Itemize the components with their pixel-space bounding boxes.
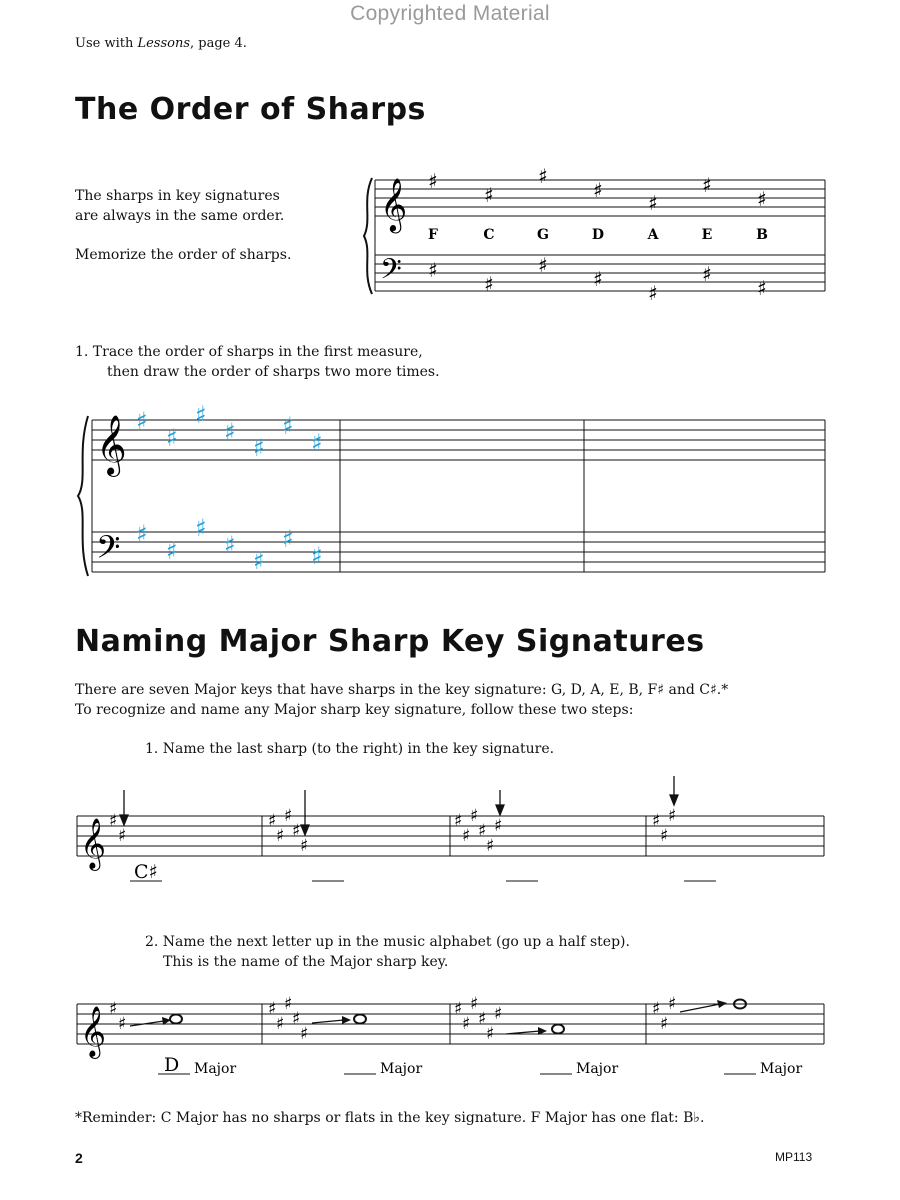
sharp-icon: ♯ bbox=[470, 806, 479, 826]
sharp-icon: ♯ bbox=[593, 178, 603, 202]
treble-clef-icon: 𝄞 bbox=[80, 818, 107, 869]
sharp-letter: E bbox=[701, 227, 713, 243]
sharp-icon: ♯ bbox=[118, 826, 127, 846]
memorize-text: Memorize the order of sharps. bbox=[75, 247, 292, 263]
sharp-letter: F bbox=[428, 227, 438, 243]
whole-note bbox=[170, 1015, 182, 1024]
sharp-icon: ♯ bbox=[268, 999, 277, 1019]
trace-sharp-icon[interactable]: ♯ bbox=[195, 514, 207, 542]
traceable-sharps[interactable] bbox=[136, 401, 323, 575]
key-answer-field-1[interactable]: D bbox=[164, 1054, 180, 1076]
down-arrow-icon bbox=[670, 776, 678, 805]
product-code: MP113 bbox=[775, 1150, 813, 1164]
sharp-icon: ♯ bbox=[668, 994, 677, 1014]
answer-field-1[interactable]: C♯ bbox=[134, 861, 158, 883]
section2-intro bbox=[75, 680, 728, 720]
footnote: *Reminder: C Major has no sharps or flats in the key signature. F Major has one flat: B♭. bbox=[75, 1110, 705, 1126]
sharp-icon: ♯ bbox=[428, 258, 438, 282]
lesson-reference bbox=[75, 36, 247, 51]
ref-book: Lessons bbox=[137, 36, 191, 51]
ref-prefix: Use with bbox=[75, 36, 138, 51]
sharp-icon: ♯ bbox=[300, 836, 309, 856]
trace-sharp-icon[interactable]: ♯ bbox=[253, 547, 265, 575]
sharp-letter: B bbox=[756, 227, 768, 243]
sharp-icon: ♯ bbox=[593, 267, 603, 291]
sharp-icon: ♯ bbox=[484, 272, 494, 296]
major-labels bbox=[194, 1061, 802, 1077]
down-arrow-icon bbox=[301, 790, 309, 835]
down-arrow-icon bbox=[496, 790, 504, 815]
arrow-to-tonic-icon bbox=[312, 1016, 351, 1024]
sharp-icon: ♯ bbox=[284, 806, 293, 826]
sharp-icon: ♯ bbox=[538, 253, 548, 277]
sharp-icon: ♯ bbox=[284, 994, 293, 1014]
major-label: Major bbox=[576, 1061, 619, 1077]
sharp-icon: ♯ bbox=[660, 1014, 669, 1034]
sharp-icon: ♯ bbox=[292, 821, 301, 841]
major-label: Major bbox=[380, 1061, 423, 1077]
whole-note bbox=[552, 1025, 564, 1034]
bass-clef-icon: 𝄢 bbox=[380, 253, 402, 293]
intro-line-2: are always in the same order. bbox=[75, 208, 285, 224]
sharp-icon: ♯ bbox=[652, 811, 661, 831]
draw-area-measure-3[interactable] bbox=[588, 418, 822, 574]
sharp-icon: ♯ bbox=[757, 276, 767, 300]
trace-sharp-icon[interactable]: ♯ bbox=[311, 429, 323, 457]
step-2-line-2: This is the name of the Major sharp key. bbox=[163, 954, 449, 970]
exercise-1-instructions bbox=[75, 342, 440, 382]
sharp-icon: ♯ bbox=[702, 173, 712, 197]
section-title-naming-major-keys: Naming Major Sharp Key Signatures bbox=[75, 624, 705, 659]
section2-intro-line-1: There are seven Major keys that have sharps in the key signature: G, D, A, E, B, F♯ and C♯.* bbox=[75, 682, 729, 698]
watermark-text: Copyrighted Material bbox=[350, 2, 550, 25]
step-1-instruction: 1. Name the last sharp (to the right) in the key signature. bbox=[145, 741, 555, 757]
trace-sharp-icon[interactable]: ♯ bbox=[195, 401, 207, 429]
sharp-icon: ♯ bbox=[462, 826, 471, 846]
section-title-order-of-sharps: The Order of Sharps bbox=[75, 92, 426, 127]
exercise-1-line-1: 1. Trace the order of sharps in the first measure, bbox=[75, 344, 423, 360]
section2-intro-line-2: To recognize and name any Major sharp key signature, follow these two steps: bbox=[75, 702, 634, 718]
sharp-icon: ♯ bbox=[300, 1024, 309, 1044]
trace-sharp-icon[interactable]: ♯ bbox=[282, 525, 294, 553]
trace-sharp-icon[interactable]: ♯ bbox=[253, 434, 265, 462]
key-signature-five-sharps bbox=[268, 806, 308, 856]
treble-clef-icon: 𝄞 bbox=[80, 1006, 107, 1057]
sharp-icon: ♯ bbox=[486, 1024, 495, 1044]
trace-sharp-icon[interactable]: ♯ bbox=[166, 424, 178, 452]
key-signature-six-sharps bbox=[454, 994, 502, 1044]
sharp-icon: ♯ bbox=[478, 821, 487, 841]
step-2-line-1: 2. Name the next letter up in the music alphabet (go up a half step). bbox=[145, 934, 630, 950]
sharp-icon: ♯ bbox=[292, 1009, 301, 1029]
key-signature-five-sharps bbox=[268, 994, 308, 1044]
treble-clef-icon: 𝄞 bbox=[96, 415, 127, 475]
down-arrow-icon bbox=[120, 790, 128, 825]
sharp-icon: ♯ bbox=[109, 999, 118, 1019]
draw-area-measure-2[interactable] bbox=[344, 418, 580, 574]
step-1-staff bbox=[72, 770, 832, 890]
sharp-icon: ♯ bbox=[484, 183, 494, 207]
sharp-letter: D bbox=[591, 227, 605, 243]
sharp-icon: ♯ bbox=[462, 1014, 471, 1034]
arrow-to-tonic-icon bbox=[680, 1000, 727, 1012]
sharp-icon: ♯ bbox=[478, 1009, 487, 1029]
order-of-sharps-staff bbox=[360, 160, 835, 310]
sharp-icon: ♯ bbox=[648, 191, 658, 215]
sharp-icon: ♯ bbox=[276, 826, 285, 846]
trace-sharp-icon[interactable]: ♯ bbox=[282, 412, 294, 440]
page-number: 2 bbox=[75, 1150, 83, 1166]
sharp-letter: G bbox=[537, 227, 549, 243]
trace-sharp-icon[interactable]: ♯ bbox=[166, 537, 178, 565]
sharp-icon: ♯ bbox=[428, 169, 438, 193]
trace-sharp-icon[interactable]: ♯ bbox=[136, 520, 148, 548]
step-2-instruction bbox=[145, 932, 630, 972]
arrow-to-tonic-icon bbox=[130, 1017, 171, 1026]
sharp-icon: ♯ bbox=[648, 281, 658, 305]
major-label: Major bbox=[194, 1061, 237, 1077]
sharp-icon: ♯ bbox=[494, 816, 503, 836]
sharp-icon: ♯ bbox=[454, 999, 463, 1019]
sharp-icon: ♯ bbox=[486, 836, 495, 856]
sharp-icon: ♯ bbox=[276, 1014, 285, 1034]
whole-note bbox=[354, 1015, 366, 1024]
sharp-icon: ♯ bbox=[470, 994, 479, 1014]
sharp-icon: ♯ bbox=[757, 187, 767, 211]
tracing-exercise-staff bbox=[72, 392, 832, 582]
sharp-letter: A bbox=[647, 227, 659, 243]
ref-suffix: , page 4. bbox=[190, 36, 247, 51]
major-label: Major bbox=[760, 1061, 803, 1077]
intro-line-1: The sharps in key signatures bbox=[75, 188, 280, 204]
bass-clef-icon: 𝄢 bbox=[96, 529, 121, 573]
trace-sharp-icon[interactable]: ♯ bbox=[311, 542, 323, 570]
sharp-icon: ♯ bbox=[109, 811, 118, 831]
sharp-icon: ♯ bbox=[454, 811, 463, 831]
section1-intro bbox=[75, 186, 284, 226]
sharp-icon: ♯ bbox=[118, 1014, 127, 1034]
sharp-icon: ♯ bbox=[494, 1004, 503, 1024]
trace-sharp-icon[interactable]: ♯ bbox=[224, 418, 236, 446]
trace-sharp-icon[interactable]: ♯ bbox=[136, 407, 148, 435]
sharp-letter-row bbox=[428, 227, 768, 243]
treble-clef-icon: 𝄞 bbox=[380, 177, 408, 231]
step-2-staff bbox=[72, 990, 832, 1085]
sharp-icon: ♯ bbox=[268, 811, 277, 831]
sharp-icon: ♯ bbox=[668, 806, 677, 826]
trace-sharp-icon[interactable]: ♯ bbox=[224, 531, 236, 559]
sharp-icon: ♯ bbox=[652, 999, 661, 1019]
sharp-icon: ♯ bbox=[702, 262, 712, 286]
exercise-1-line-2: then draw the order of sharps two more times. bbox=[107, 364, 440, 380]
sharp-icon: ♯ bbox=[660, 826, 669, 846]
sharp-icon: ♯ bbox=[538, 164, 548, 188]
sharp-letter: C bbox=[483, 227, 495, 243]
key-signature-six-sharps bbox=[454, 806, 502, 856]
